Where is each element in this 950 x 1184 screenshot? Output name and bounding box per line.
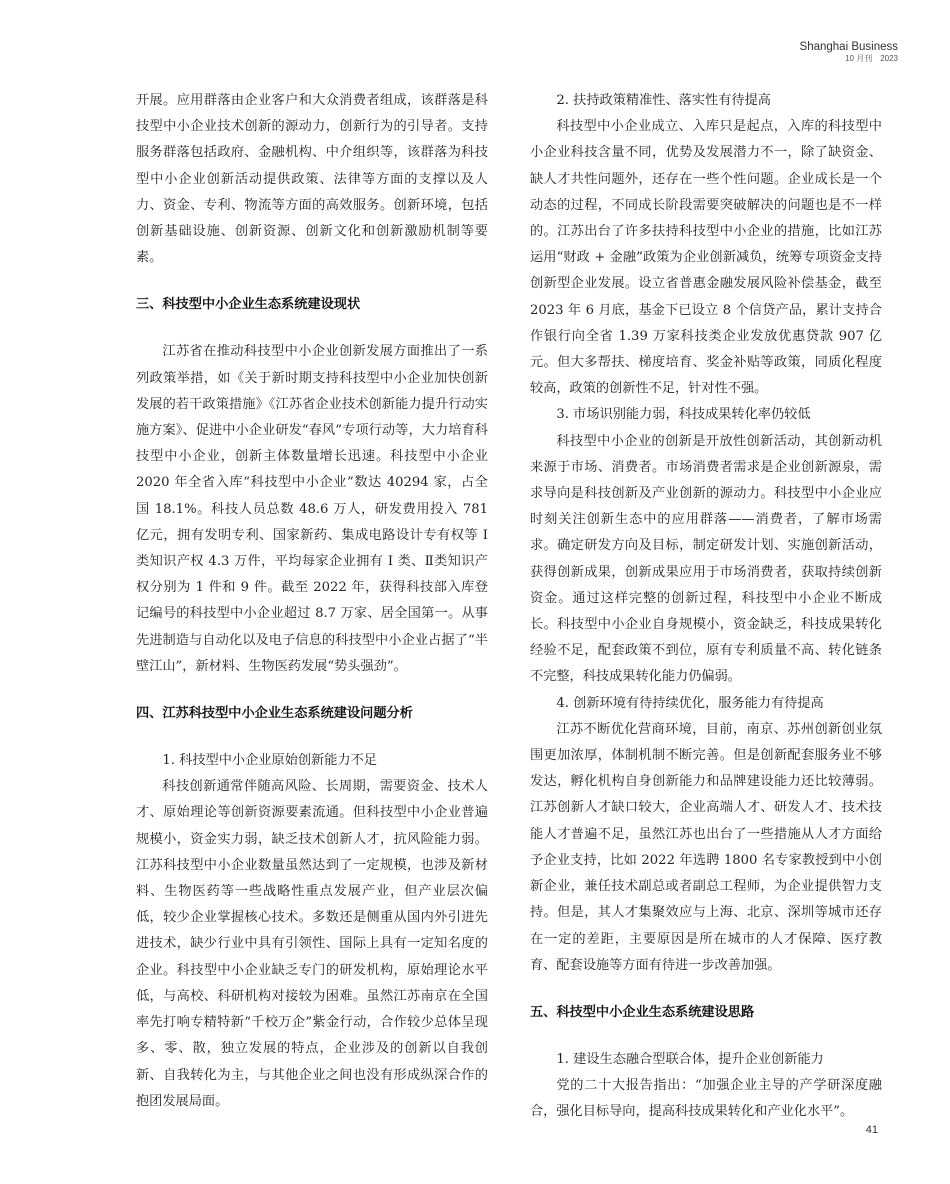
paragraph: 江苏省在推动科技型中小企业创新发展方面推出了一系列政策举措，如《关于新时期支持科技型中小企业加快创新发展的若干政策措施》《江苏省企业技术创新能力提升行动实施方案》、促进中小企业研发“春风”专项行动等，大力培育科技型中小企业，创新主体数量增长迅速。科技型中小企业 2020 年全省入库“科技型中小企业”数达 40294 家，占全国 18.1%。科技人员总数 48.6 万人，研发费用投入 781 亿元，拥有发明专利、国家新药、集成电路设计专有权等 I 类知识产权 4.3 万件，平均每家企业拥有 I 类、Ⅱ类知识产权分别为 1 件和 9 件。截至 2022 年，获得科技部入库登记编号的科技型中小企业超过 8.7 万家、居全国第一。从事先进制造与自动化以及电子信息的科技型中小企业占据了“半壁江山”，新材料、生物医药发展“势头强劲”。 xyxy=(136,344,488,674)
left-column xyxy=(136,88,488,1115)
masthead xyxy=(800,40,898,64)
paragraph: 党的二十大报告指出：“加强企业主导的产学研深度融合，强化目标导向，提高科技成果转化和产业化水平”。 xyxy=(530,1078,882,1120)
subheading: 2. 扶持政策精准性、落实性有待提高 xyxy=(556,93,771,108)
journal-title: Shanghai Business xyxy=(799,41,898,53)
paragraph: 科技型中小企业成立、入库只是起点，入库的科技型中小企业科技含量不同，优势及发展潜力不一，除了缺资金、缺人才共性问题外，还存在一些个性问题。企业成长是一个动态的过程，不同成长阶段需要突破解决的问题也是不一样的。江苏出台了许多扶持科技型中小企业的措施，比如江苏运用“财政 + 金融”政策为企业创新减负，统筹专项资金支持创新型企业发展。设立省普惠金融发展风险补偿基金，截至 2023 年 6 月底，基金下已设立 8 个信贷产品，累计支持合作银行向全省 1.39 万家科技类企业发放优惠贷款 907 亿元。但大多帮扶、梯度培育、奖金补贴等政策，同质化程度较高，政策的创新性不足，针对性不强。 xyxy=(530,119,882,397)
section-heading-3: 三、科技型中小企业生态系统建设现状 xyxy=(136,297,361,313)
subheading: 3. 市场识别能力弱，科技成果转化率仍较低 xyxy=(556,407,811,423)
right-column xyxy=(530,88,882,1126)
issue-label: 10 月刊 2023 xyxy=(845,54,898,63)
page-number: 41 xyxy=(865,1124,878,1136)
section-heading-4: 四、江苏科技型中小企业生态系统建设问题分析 xyxy=(136,706,413,722)
section-heading-5: 五、科技型中小企业生态系统建设思路 xyxy=(530,1004,755,1020)
subheading: 1. 科技型中小企业原始创新能力不足 xyxy=(162,753,377,769)
paragraph: 科技创新通常伴随高风险、长周期，需要资金、技术人才、原始理论等创新资源要素流通。但科技型中小企业普遍规模小，资金实力弱，缺乏技术创新人才，抗风险能力弱。江苏科技型中小企业数量虽然达到了一定规模，也涉及新材料、生物医药等一些战略性重点发展产业，但产业层次偏低，较少企业掌握核心技术。多数还是侧重从国内外引进先进技术，缺少行业中具有引领性、国际上具有一定知名度的企业。科技型中小企业缺乏专门的研发机构，原始理论水平低，与高校、科研机构对接较为困难。虽然江苏南京在全国率先打响专精特新“千校万企”紫金行动，合作较少总体呈现多、零、散，独立发展的特点，企业涉及的创新以自我创新、自我转化为主，与其他企业之间也没有形成纵深合作的抱团发展局面。 xyxy=(136,779,488,1109)
subheading: 4. 创新环境有待持续优化，服务能力有待提高 xyxy=(556,695,824,711)
paragraph: 开展。应用群落由企业客户和大众消费者组成，该群落是科技型中小企业技术创新的源动力，创新行为的引导者。支持服务群落包括政府、金融机构、中介组织等，该群落为科技型中小企业创新活动提供政策、法律等方面的支撑以及人力、资金、专利、物流等方面的高效服务。创新环境，包括创新基础设施、创新资源、创新文化和创新激励机制等要素。 xyxy=(136,93,488,266)
subheading: 1. 建设生态融合型联合体，提升企业创新能力 xyxy=(556,1051,824,1067)
paragraph: 江苏不断优化营商环境，目前，南京、苏州创新创业氛围更加浓厚，体制机制不断完善。但是创新配套服务业不够发达，孵化机构自身创新能力和品牌建设能力还比较薄弱。江苏创新人才缺口较大，企业高端人才、研发人才、技术技能人才普遍不足，虽然江苏也出台了一些措施从人才方面给予企业支持，比如 2022 年选聘 1800 名专家教授到中小创新企业，兼任技术副总或者副总工程师，为企业提供智力支持。但是，其人才集聚效应与上海、北京、深圳等城市还存在一定的差距，主要原因是所在城市的人才保障、医疗教育、配套设施等方面有待进一步改善加强。 xyxy=(530,721,882,973)
paragraph: 科技型中小企业的创新是开放性创新活动，其创新动机来源于市场、消费者。市场消费者需求是企业创新源泉，需求导向是科技创新及产业创新的源动力。科技型中小企业应时刻关注创新生态中的应用群落——消费者，了解市场需求。确定研发方向及目标，制定研发计划、实施创新活动，获得创新成果，创新成果应用于市场消费者，获取持续创新资金。通过这样完整的创新过程，科技型中小企业不断成长。科技型中小企业自身规模小，资金缺乏，科技成果转化经验不足，配套政策不到位，原有专利质量不高、转化链条不完整，科技成果转化能力仍偏弱。 xyxy=(530,433,882,685)
